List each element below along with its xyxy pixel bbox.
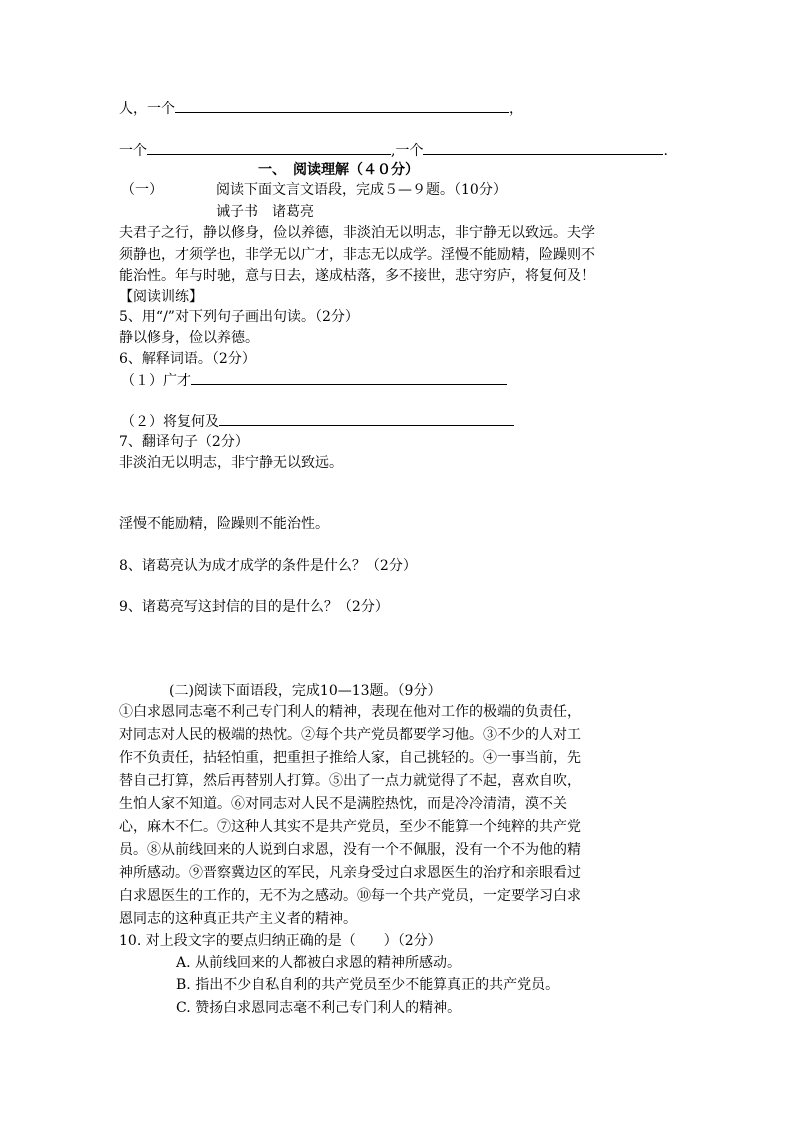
question-6-item-2 <box>121 411 514 432</box>
fill-in-text: ,一个 <box>391 143 424 159</box>
question-5-sentence: 静以修身，俭以养德。 <box>119 330 259 346</box>
passage-line: 作不负责任，拈轻怕重，把重担子推给人家，自己挑轻的。④一事当前，先 <box>119 750 581 766</box>
answer-blank[interactable] <box>423 140 663 155</box>
passage-line: 员。⑧从前线回来的人说到白求恩，没有一个不佩服，没有一个不为他的精 <box>119 842 581 858</box>
passage-title: 诫子书 诸葛亮 <box>216 204 314 220</box>
part1-label: （一） <box>121 182 163 198</box>
option-b[interactable]: B. 指出不少自私自利的共产党员至少不能算真正的共产党员。 <box>176 977 560 993</box>
fill-in-text: ， <box>509 101 523 117</box>
passage-line: 心，麻木不仁。⑦这种人其实不是共产党员，至少不能算一个纯粹的共产党 <box>119 819 581 835</box>
fill-in-text: . <box>663 143 668 159</box>
question-5: 5、用“/”对下列句子画出句读。（2分） <box>119 309 359 325</box>
passage-line: 须静也，才须学也，非学无以广才，非志无以成学。淫慢不能励精，险躁则不 <box>119 247 595 263</box>
question-7: 7、翻译句子（2分） <box>119 434 249 450</box>
training-header: 【阅读训练】 <box>119 289 203 305</box>
passage-line: 白求恩医生的工作的，无不为之感动。⑩每一个共产党员，一定要学习白求 <box>119 888 581 904</box>
option-c[interactable]: C. 赞扬白求恩同志毫不利己专门利人的精神。 <box>176 1000 462 1016</box>
passage-line: 对同志对人民的极端的热忱。②每个共产党员都要学习他。③不少的人对工 <box>119 727 581 743</box>
section-title: 一、 阅读理解（４０分） <box>258 162 419 178</box>
answer-blank[interactable] <box>175 98 509 113</box>
part2-instruction: (二)阅读下面语段，完成10—13题。（9分） <box>169 683 442 699</box>
question-6-item-1 <box>121 370 507 391</box>
question-8: 8、诸葛亮认为成才成学的条件是什么？（2分） <box>119 558 417 574</box>
fill-in-text: 人，一个 <box>119 101 175 117</box>
passage-line: 神所感动。⑨晋察冀边区的军民，凡亲身受过白求恩医生的治疗和亲眼看过 <box>119 865 581 881</box>
question-7-sentence-2: 淫慢不能励精，险躁则不能治性。 <box>119 516 329 532</box>
question-6: 6、解释词语。（2分） <box>119 351 256 367</box>
answer-blank[interactable] <box>147 140 391 155</box>
answer-blank[interactable] <box>191 370 507 385</box>
fill-in-line-1 <box>119 98 523 119</box>
passage-line: 生怕人家不知道。⑥对同志对人民不是满腔热忱，而是冷冷清清，漠不关 <box>119 796 567 812</box>
question-7-sentence-1: 非淡泊无以明志，非宁静无以致远。 <box>119 455 343 471</box>
fill-in-line-2 <box>119 140 668 161</box>
question-6-item-1-label: （１）广才 <box>121 373 191 389</box>
question-9: 9、诸葛亮写这封信的目的是什么？（2分） <box>119 599 389 615</box>
passage-line: 夫君子之行，静以修身，俭以养德，非淡泊无以明志，非宁静无以致远。夫学 <box>119 225 595 241</box>
passage-line: 恩同志的这种真正共产主义者的精神。 <box>119 911 357 927</box>
question-10: 10. 对上段文字的要点归纳正确的是（ ）（2分） <box>119 933 442 949</box>
passage-line: 能治性。年与时驰，意与日去，遂成枯落，多不接世，悲守穷庐，将复何及！ <box>119 268 595 284</box>
part1-instruction: 阅读下面文言文语段，完成５—９题。（10分） <box>216 182 507 198</box>
fill-in-text: 一个 <box>119 143 147 159</box>
passage-line: ①白求恩同志毫不利己专门利人的精神，表现在他对工作的极端的负责任， <box>119 704 581 720</box>
answer-blank[interactable] <box>219 411 514 426</box>
question-6-item-2-label: （２）将复何及 <box>121 414 219 430</box>
passage-line: 替自己打算，然后再替别人打算。⑤出了一点力就觉得了不起，喜欢自吹， <box>119 773 581 789</box>
option-a[interactable]: A. 从前线回来的人都被白求恩的精神所感动。 <box>176 955 462 971</box>
